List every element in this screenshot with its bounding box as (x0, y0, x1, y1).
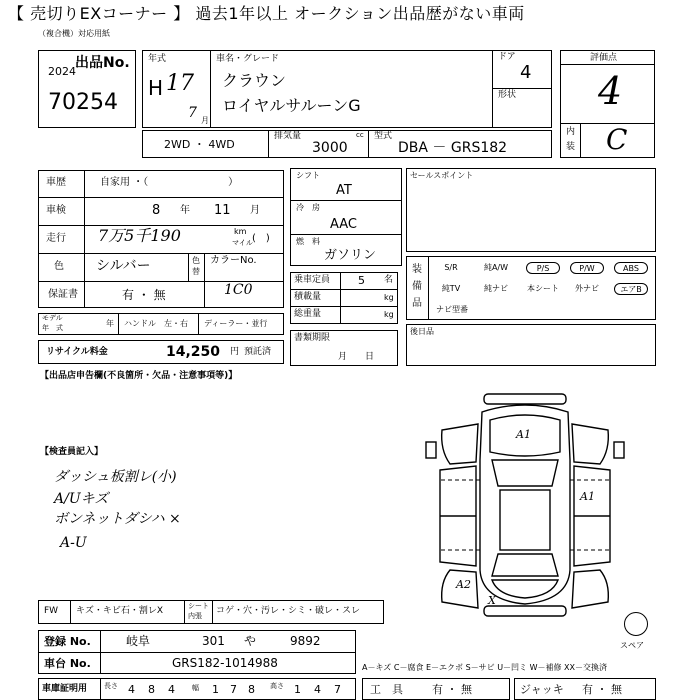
banner: 【 売切りEXコーナー 】 過去1年以上 オークション出品歴がない車両 (8, 4, 525, 23)
displacement-unit: cc (356, 131, 364, 139)
model-year-label-1: モデル (42, 314, 63, 322)
inspection-year-unit: 年 (180, 205, 190, 216)
fw-label: FW (44, 606, 59, 616)
interior-label-2: 装 (566, 142, 576, 152)
name-label: 車名・グレード (216, 54, 280, 64)
history-value: 自家用 ・（ ） (100, 177, 239, 188)
inspector-note: ダッシュ板割レ(小) (54, 469, 177, 485)
reg-area: 岐阜 (126, 634, 151, 648)
shape-label: 形状 (498, 90, 517, 100)
recycle-note: 預託済 (244, 347, 272, 357)
car-grade: ロイヤルサルーンG (222, 96, 361, 115)
doc-unit: 月 日 (338, 352, 375, 362)
year-label: 年式 (148, 54, 167, 64)
score-label: 評価点 (590, 53, 618, 63)
damage-mark: A2 (456, 578, 471, 591)
displacement-label: 排気量 (274, 131, 302, 141)
ac-value: AAC (330, 217, 357, 232)
inspection-month: 11 (214, 203, 231, 218)
spare-tire-icon (624, 612, 648, 636)
shift-value: AT (336, 183, 352, 198)
inspector-note: ボンネットダシハ × (54, 511, 181, 527)
jack-value: 有 ・ 無 (582, 683, 622, 696)
dim-digit: 8 (148, 683, 155, 696)
recycle-value: 14,250 (166, 344, 221, 360)
sales-point-box (406, 168, 656, 252)
inspection-label: 車検 (46, 205, 66, 216)
capacity-unit: 名 (384, 275, 394, 285)
equip-abs: ABS (614, 262, 648, 274)
repaint-label-2: 替 (192, 267, 200, 276)
rear-items-box (406, 324, 656, 366)
km-label: km (234, 227, 247, 236)
fuel-value: ガソリン (324, 248, 377, 263)
damage-mark: A1 (516, 428, 531, 441)
equip-power-steering: P/S (526, 262, 560, 274)
cert-label: 車庫証明用 (42, 684, 88, 694)
navi-model-label: ナビ型番 (436, 305, 468, 314)
equip-power-window: P/W (570, 262, 604, 274)
drive-type: 2WD ・ 4WD (164, 138, 235, 151)
displacement-value: 3000 (312, 140, 348, 156)
gross-unit: kg (384, 310, 394, 319)
dim-digit: 4 (314, 683, 321, 696)
dim-digit: 1 (294, 683, 301, 696)
color-label: 色 (54, 261, 64, 272)
model-year-unit: 年 (106, 319, 114, 328)
seat-label-1: シート (188, 602, 209, 610)
mile-label: マイル (232, 239, 253, 247)
reg-kana: や (244, 634, 257, 648)
capacity-label: 乗車定員 (294, 275, 331, 285)
warranty-label: 保証書 (48, 289, 78, 300)
inspection-year: 8 (152, 203, 161, 218)
chassis-label: 車台 No. (44, 657, 91, 670)
doors-value: 4 (520, 62, 532, 83)
dim-label-length: 長さ (104, 682, 118, 690)
dim-digit: 7 (334, 683, 341, 696)
month-value: 7 (188, 105, 197, 121)
load-label: 積載量 (294, 292, 322, 302)
shift-label: シフト (296, 171, 320, 180)
color-no-value: 1C0 (224, 282, 253, 298)
inspector-note: A/Uキズ (54, 491, 109, 507)
mileage-label: 走行 (46, 233, 66, 244)
inspector-note: A-U (60, 535, 87, 551)
reg-label: 登録 No. (44, 635, 91, 648)
inspector-title: 【検査員記入】 (40, 447, 104, 457)
chassis-number: GRS182-1014988 (172, 656, 278, 670)
recycle-unit: 円 (230, 347, 240, 357)
dim-digit: 4 (168, 683, 175, 696)
equipment-label: 品 (412, 298, 422, 309)
damage-mark: A1 (580, 490, 595, 503)
reg-class: 301 (202, 634, 225, 648)
fuel-label: 燃 料 (296, 237, 320, 246)
equip-alloy: 純A/W (483, 263, 509, 272)
car-name: クラウン (222, 71, 287, 90)
damage-legend: A－キズ C－腐食 E－エクボ S－サビ U－凹ミ W－補修 XX－交換済 (362, 663, 608, 672)
dim-digit: 7 (230, 683, 237, 696)
repaint-label-1: 色 (192, 256, 200, 265)
mileage-paren: ( ) (252, 233, 270, 244)
rear-items-label: 後日品 (410, 327, 434, 336)
dim-digit: 1 (212, 683, 219, 696)
handle-side: ハンドル 左・右 (124, 319, 188, 328)
history-label: 車歴 (46, 177, 66, 188)
year-number: 17 (166, 71, 194, 96)
doc-label: 書類期限 (294, 333, 331, 343)
lot-label: 出品No. (75, 55, 130, 71)
model-code-label: 型式 (374, 131, 393, 141)
lot-number: 70254 (48, 90, 118, 115)
tools-label: 工 具 (370, 683, 403, 696)
report-title: 【出品店申告欄(不良箇所・欠品・注意事項等)】 (40, 371, 238, 381)
warranty-value: 有 ・ 無 (122, 288, 166, 302)
recycle-label: リサイクル料金 (46, 347, 108, 357)
dim-digit: 4 (128, 683, 135, 696)
car-diagram (420, 390, 630, 620)
equipment-label: 備 (412, 281, 422, 292)
equipment-label: 装 (412, 264, 422, 275)
interior-label-1: 内 (566, 127, 576, 137)
dim-label-height: 高さ (270, 682, 284, 690)
seat-label-2: 内張 (188, 612, 202, 620)
inspection-month-unit: 月 (250, 205, 260, 216)
model-code: DBA － GRS182 (398, 140, 508, 156)
dim-digit: 8 (248, 683, 255, 696)
mileage-handwritten: 7万5千190 (98, 226, 181, 245)
color-value: シルバー (96, 258, 151, 274)
model-year-label-2: 年 式 (42, 324, 63, 332)
doors-label: ドア (498, 52, 516, 62)
dealer-type: ディーラー・並行 (204, 319, 268, 328)
form-fragment: （複合機）対応用紙 (38, 29, 110, 38)
equip-sunroof: S/R (444, 263, 458, 272)
equip-aftermarket-navi: 外ナビ (575, 284, 599, 293)
year-era: H (148, 76, 164, 100)
color-no-label: カラーNo. (210, 255, 257, 266)
equip-tv: 純TV (441, 284, 461, 293)
capacity-value: 5 (358, 274, 365, 287)
equip-navi: 純ナビ (484, 284, 508, 293)
damage-mark: X (488, 594, 496, 607)
score-value: 4 (598, 69, 623, 113)
equip-leather: 本シート (527, 284, 559, 293)
jack-label: ジャッキ (520, 683, 564, 696)
year-stamp: 2024 (48, 65, 76, 78)
gross-label: 総重量 (294, 309, 322, 319)
month-unit: 月 (201, 116, 209, 125)
ac-label: 冷 房 (296, 203, 320, 212)
equip-airbag: エアB (614, 283, 648, 295)
interior-value: C (606, 123, 628, 156)
glass-defects: キズ・キビ石・割レX (76, 606, 163, 616)
seat-defects: コゲ・穴・汚レ・シミ・破レ・スレ (216, 606, 361, 616)
sales-point-label: セールスポイント (410, 171, 474, 180)
load-unit: kg (384, 293, 394, 302)
tools-value: 有 ・ 無 (432, 683, 472, 696)
reg-number: 9892 (290, 634, 321, 648)
dim-label-width: 幅 (192, 684, 199, 692)
spare-label: スペア (620, 641, 644, 650)
